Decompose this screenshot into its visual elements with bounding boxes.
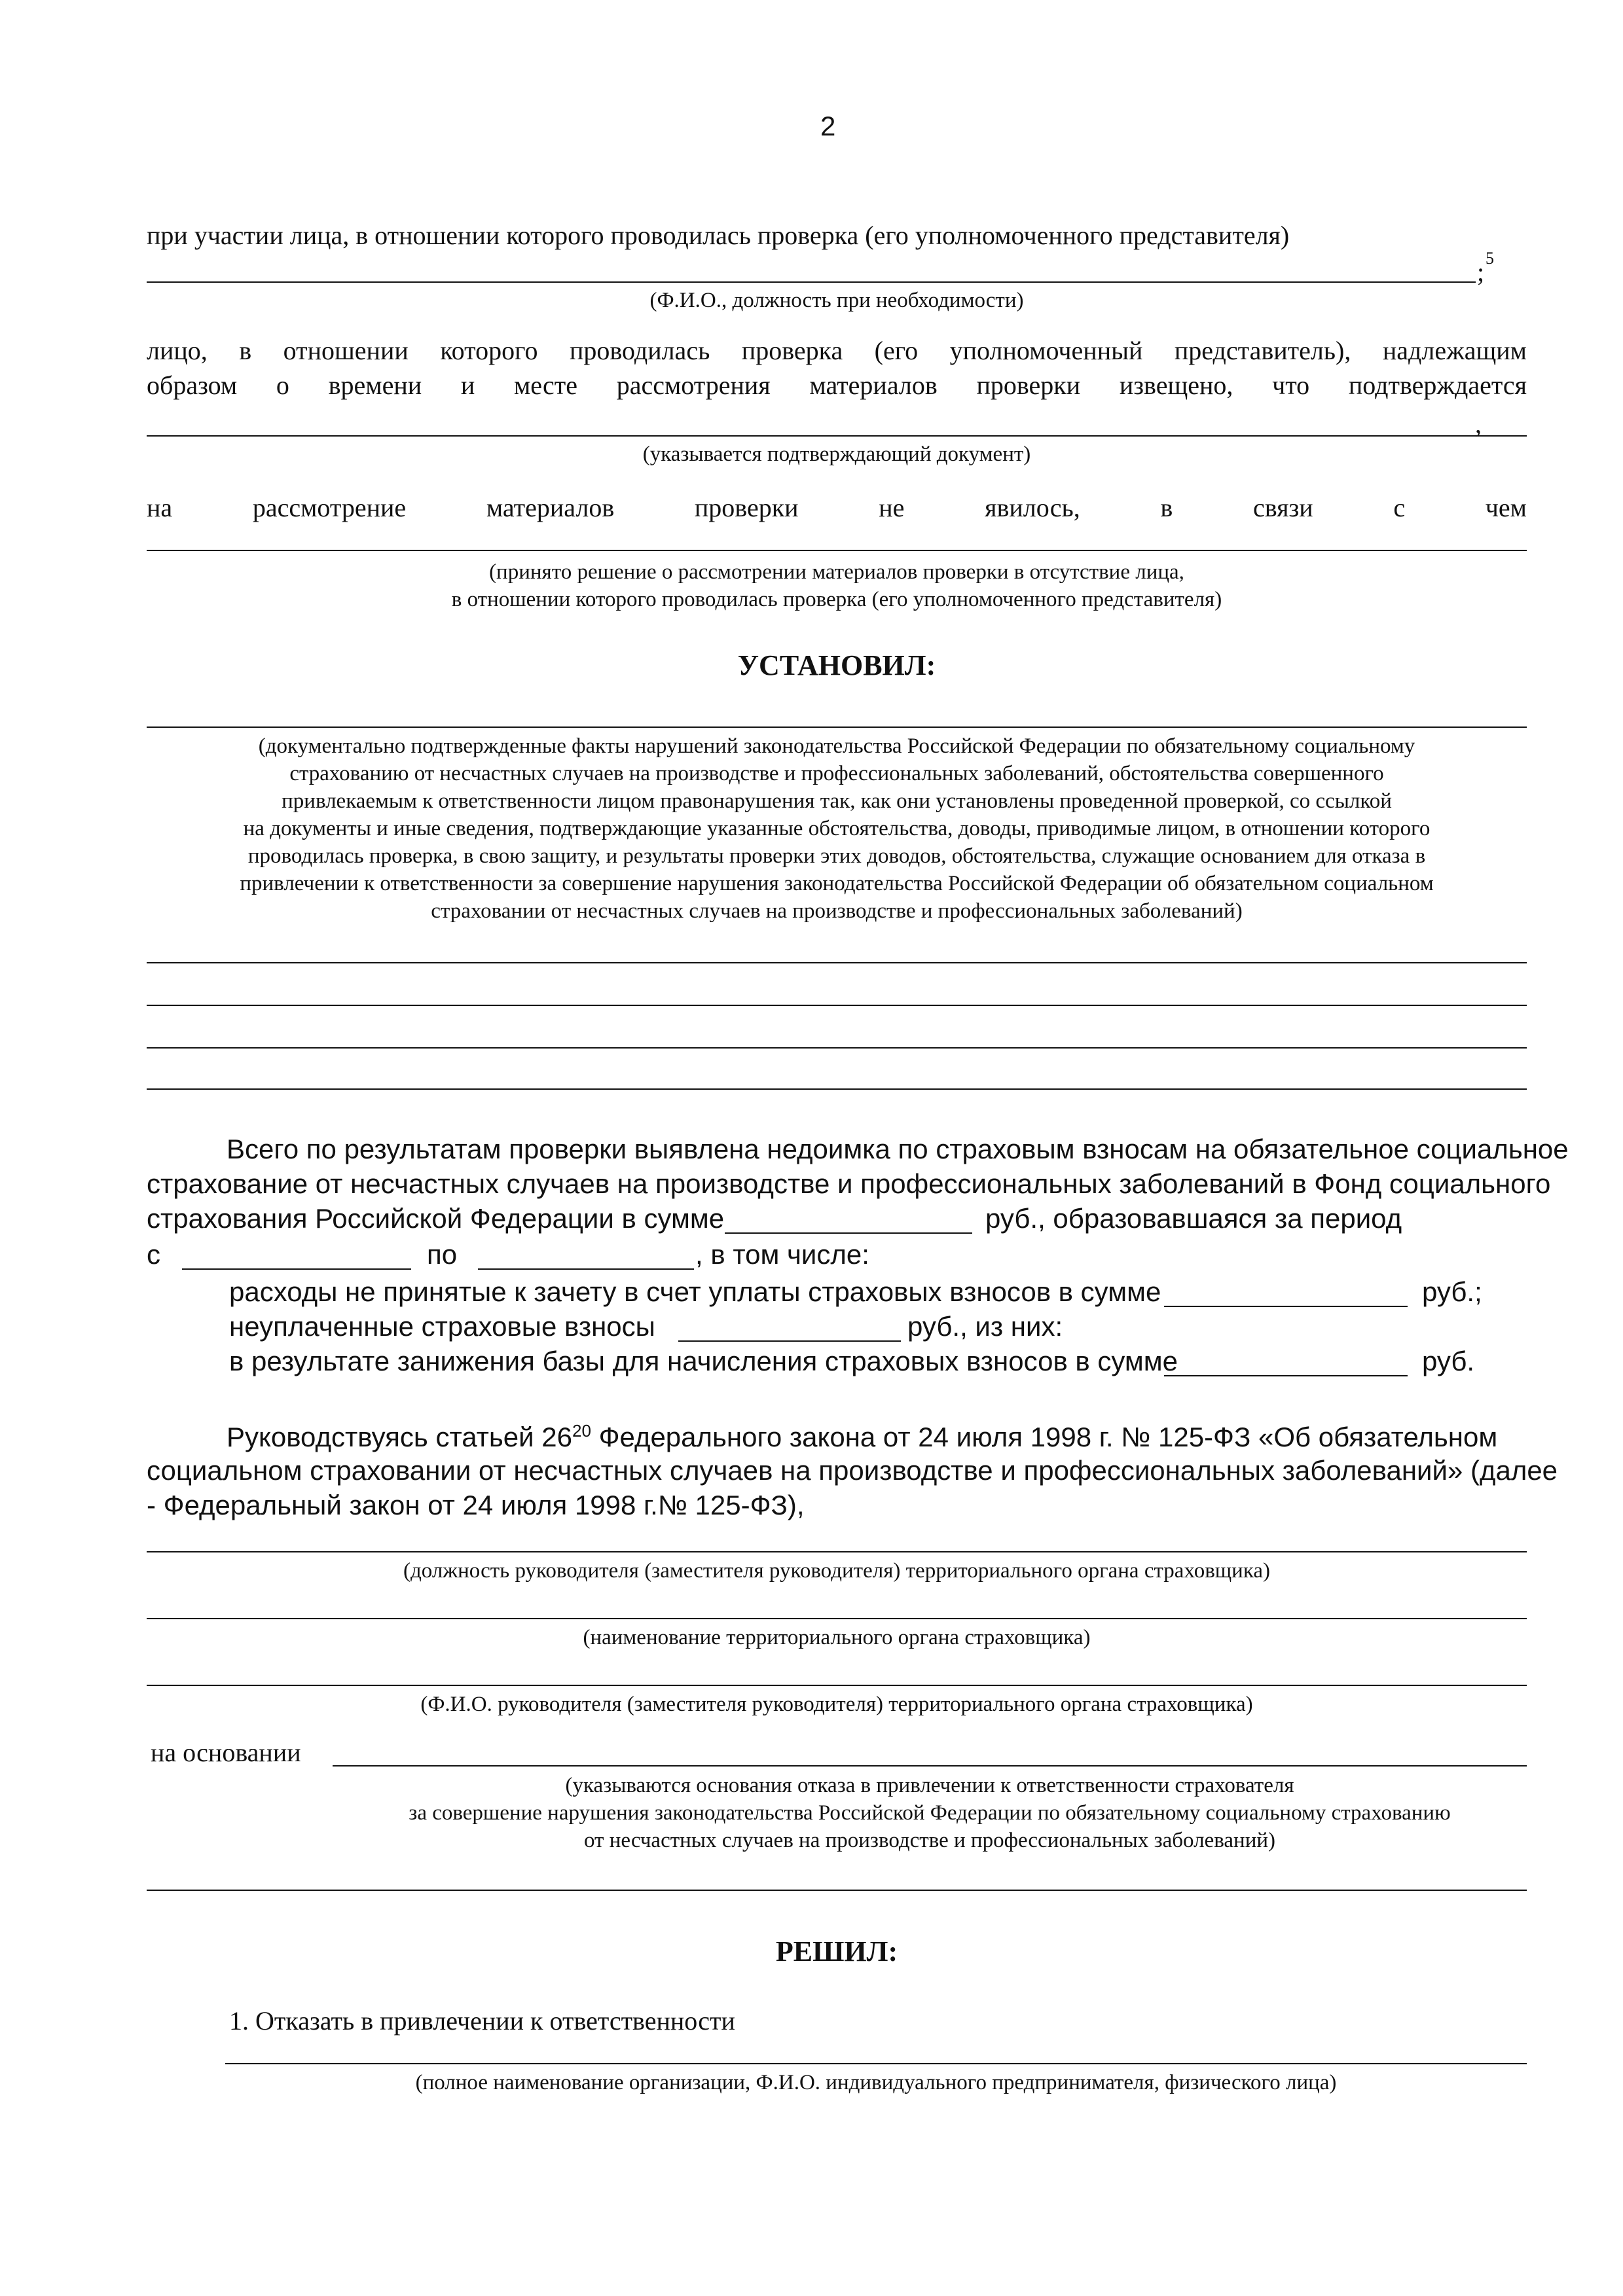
facts-caption-line: привлекаемым к ответственности лицом правонарушения так, как они установлены проведенной проверкой, со ссылкой: [282, 789, 1392, 813]
legal-basis-line-1-text: [227, 1422, 1497, 1451]
insurer-body-name-field[interactable]: [147, 1618, 1527, 1619]
facts-line[interactable]: [147, 1088, 1527, 1090]
fio-caption: (Ф.И.О., должность при необходимости): [649, 289, 1024, 312]
participation-line: при участии лица, в отношении которого проводилась проверка (его уполномоченного представителя): [147, 221, 1290, 250]
facts-caption-line: страхованию от несчастных случаев на производстве и профессиональных заболеваний, обстоятельства совершенного: [289, 762, 1384, 785]
facts-line[interactable]: [147, 962, 1527, 963]
legal-basis-line-1: [227, 1422, 1527, 1451]
arrears-line-3-end: руб., образовавшаяся за период: [985, 1203, 1402, 1234]
item3-label: в результате занижения базы для начисления страховых взносов в сумме: [229, 1346, 1178, 1376]
item2-amount-field[interactable]: [678, 1340, 901, 1342]
official-fio-caption: (Ф.И.О. руководителя (заместителя руководителя) территориального органа страховщика): [420, 1693, 1253, 1716]
item2-label: неуплаченные страховые взносы: [229, 1311, 655, 1342]
no-show-word: материалов: [486, 493, 615, 522]
legal-basis-line-2: социальном страховании от несчастных случаев на производстве и профессиональных заболеваний» (далее: [147, 1455, 1558, 1486]
facts-field[interactable]: [147, 726, 1527, 728]
refused-party-field[interactable]: [225, 2063, 1527, 2064]
heading-decided: РЕШИЛ:: [775, 1935, 898, 1967]
item1-amount-field[interactable]: [1164, 1306, 1408, 1307]
arrears-line-1: Всего по результатам проверки выявлена недоимка по страховым взносам на обязательное социальное: [227, 1134, 1569, 1164]
legal-basis-start: Руководствуясь статьей 26: [227, 1422, 572, 1452]
item2-unit: руб., из них:: [907, 1311, 1063, 1342]
participant-fio-field[interactable]: [147, 281, 1476, 283]
page-number: 2: [820, 111, 836, 141]
no-show-word: рассмотрение: [252, 493, 407, 522]
no-show-word: с: [1393, 493, 1406, 522]
official-fio-field[interactable]: [147, 1685, 1527, 1686]
no-show-word: на: [147, 493, 173, 522]
period-to-label: по: [427, 1239, 458, 1270]
heading-established: УСТАНОВИЛ:: [737, 649, 936, 681]
no-show-line: [147, 492, 1527, 523]
arrears-line-3-start: страхования Российской Федерации в сумме: [147, 1203, 725, 1234]
grounds-field[interactable]: [333, 1765, 1527, 1767]
legal-basis-end: Федерального закона от 24 июля 1998 г. № 125-ФЗ «Об обязательном: [591, 1422, 1498, 1452]
confirming-document-field[interactable]: [147, 435, 1527, 437]
grounds-caption-1: (указываются основания отказа в привлечении к ответственности страхователя: [565, 1774, 1294, 1797]
facts-line[interactable]: [147, 1047, 1527, 1049]
legal-basis-line-3: - Федеральный закон от 24 июля 1998 г.№ 125-ФЗ),: [147, 1490, 805, 1520]
no-show-word: чем: [1485, 493, 1527, 522]
item3-amount-field[interactable]: [1164, 1375, 1408, 1376]
notification-line-2: образом о времени и месте рассмотрения материалов проверки извещено, что подтверждается: [147, 370, 1527, 400]
end-mark: ;: [1477, 257, 1485, 287]
facts-caption-line: страховании от несчастных случаев на производстве и профессиональных заболеваний): [431, 899, 1243, 923]
confirming-document-caption: (указывается подтверждающий документ): [642, 442, 1031, 466]
facts-line[interactable]: [147, 1005, 1527, 1006]
official-position-caption: (должность руководителя (заместителя руководителя) территориального органа страховщика): [403, 1559, 1271, 1583]
item1-unit: руб.;: [1422, 1276, 1482, 1307]
decision-item-1: 1. Отказать в привлечении к ответственности: [229, 2006, 735, 2036]
period-from-label: с: [147, 1239, 160, 1270]
official-position-field[interactable]: [147, 1551, 1527, 1552]
no-show-word: в: [1160, 493, 1173, 522]
period-from-field[interactable]: [182, 1268, 411, 1270]
arrears-line-2: страхование от несчастных случаев на производстве и профессиональных заболеваний в Фонд социального: [147, 1168, 1551, 1199]
facts-caption-line: привлечении к ответственности за совершение нарушения законодательства Российской Федерации об обязательном социальном: [240, 872, 1434, 895]
including-label: , в том числе:: [695, 1239, 869, 1270]
grounds-caption-2: за совершение нарушения законодательства Российской Федерации по обязательному социальному страхованию: [409, 1801, 1451, 1825]
no-show-word: не: [879, 493, 905, 522]
insurer-body-name-caption: (наименование территориального органа страховщика): [583, 1626, 1091, 1649]
facts-caption-line: (документально подтвержденные факты нарушений законодательства Российской Федерации по обязательному социальному: [258, 734, 1415, 758]
no-show-word: явилось,: [985, 493, 1080, 522]
facts-caption-line: проводилась проверка, в свою защиту, и результаты проверки этих доводов, обстоятельства, служащие основанием для отказа в: [247, 844, 1426, 868]
no-show-caption-2: в отношении которого проводилась проверка (его уполномоченного представителя): [451, 588, 1222, 611]
footnote-marker: 5: [1486, 249, 1494, 268]
arrears-amount-field[interactable]: [725, 1232, 972, 1234]
period-to-field[interactable]: [478, 1268, 694, 1270]
no-show-decision-field[interactable]: [147, 550, 1527, 551]
notification-line-1: лицо, в отношении которого проводилась проверка (его уполномоченный представитель), надлежащим: [147, 336, 1527, 365]
no-show-caption-1: (принято решение о рассмотрении материалов проверки в отсутствие лица,: [489, 560, 1184, 584]
no-show-word: проверки: [694, 493, 799, 522]
facts-caption-line: на документы и иные сведения, подтверждающие указанные обстоятельства, доводы, приводимые лицом, в отношении которого: [243, 817, 1431, 840]
item1-label: расходы не принятые к зачету в счет уплаты страховых взносов в сумме: [229, 1276, 1161, 1307]
item3-unit: руб.: [1422, 1346, 1475, 1376]
refused-party-caption: (полное наименование организации, Ф.И.О. индивидуального предпринимателя, физического лица): [415, 2071, 1337, 2094]
grounds-label: на основании: [151, 1738, 301, 1767]
grounds-continuation-field[interactable]: [147, 1890, 1527, 1891]
article-superscript: 20: [572, 1421, 591, 1441]
no-show-word: связи: [1252, 493, 1313, 522]
end-mark: ,: [1475, 409, 1482, 439]
grounds-caption-3: от несчастных случаев на производстве и профессиональных заболеваний): [583, 1829, 1276, 1852]
